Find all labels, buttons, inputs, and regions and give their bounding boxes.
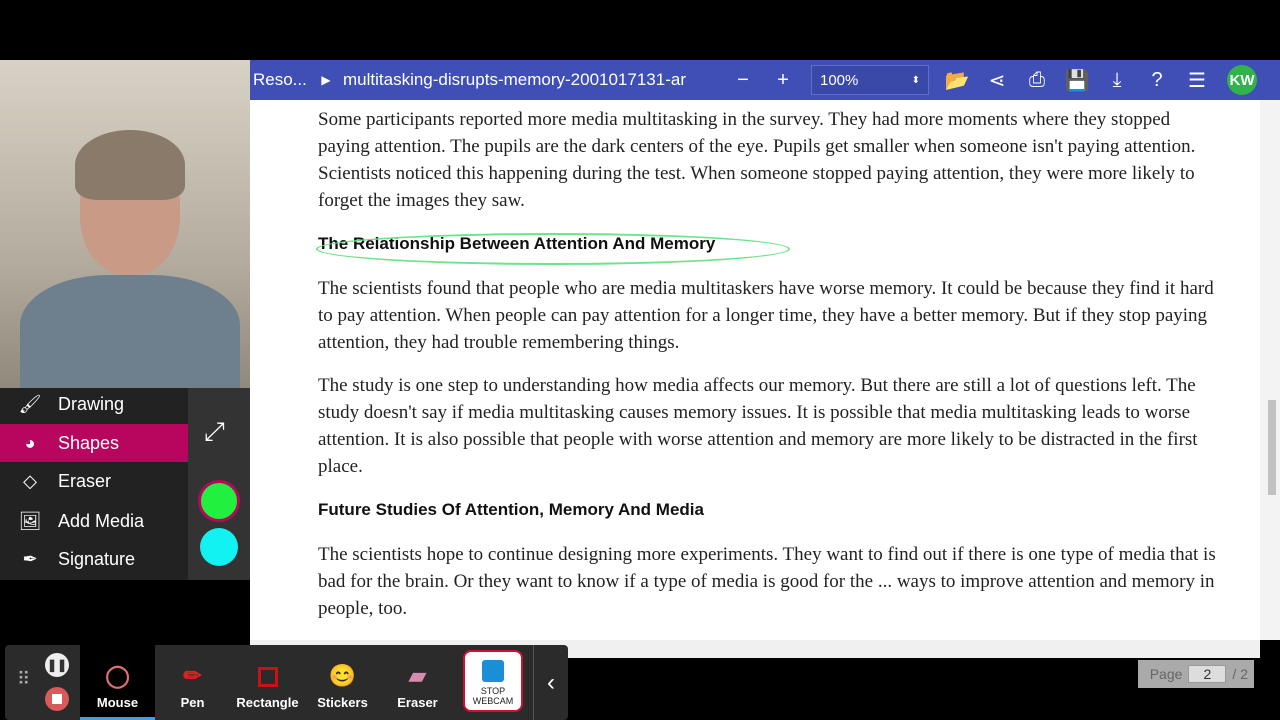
- label: STOP WEBCAM: [472, 686, 514, 706]
- save-icon[interactable]: 💾: [1064, 69, 1090, 92]
- zoom-value: 100%: [820, 71, 859, 89]
- eraser-icon: ◇: [23, 470, 37, 491]
- label: Eraser: [397, 695, 438, 710]
- paragraph: The scientists hope to continue designing more experiments. They want to find out if there is one type of media that is bad for the brain. Or they want to know if a type of media is good for the ... ways to improve attention and memory in people, too.: [318, 544, 1216, 619]
- brush-icon: 🖌: [18, 393, 42, 414]
- mouse-icon: ◯: [105, 663, 130, 688]
- paragraph: The study is one step to understanding how media affects our memory. But there are still a lot of questions left. The study doesn't say if media multitasking causes memory issues. It is possible that media multitasking leads to worse attention. It is also possible that people with worse attention and memory are more likely to be distracted in the first place.: [318, 375, 1198, 477]
- webcam-feed: [0, 60, 250, 400]
- zoom-in-button[interactable]: +: [777, 68, 789, 91]
- file-name: multitasking-disrupts-memory-2001017131-ar: [343, 70, 686, 89]
- label: Pen: [180, 695, 205, 710]
- label: Shapes: [58, 432, 120, 453]
- sidebar-item-shapes[interactable]: [0, 424, 188, 462]
- menu-icon[interactable]: ☰: [1188, 69, 1206, 92]
- shape-options: [188, 388, 250, 580]
- share-icon[interactable]: ⋖: [988, 69, 1006, 92]
- label: Rectangle: [236, 695, 299, 710]
- label: Drawing: [58, 393, 125, 414]
- page-total: / 2: [1232, 666, 1248, 682]
- sidebar-item-signature[interactable]: [0, 540, 188, 578]
- zoom-select[interactable]: 100% ⬍: [811, 65, 929, 95]
- pdf-toolbar: [250, 60, 1280, 100]
- screen-recorder-toolbar: [5, 645, 568, 720]
- mouse-tool[interactable]: [80, 645, 155, 720]
- webcam-icon: [482, 660, 504, 682]
- breadcrumb[interactable]: Reso...: [253, 70, 307, 89]
- help-icon[interactable]: ?: [1151, 68, 1163, 91]
- document-page: [250, 100, 1280, 640]
- paragraph: Some participants reported more media multitasking in the survey. They had more moments where they stopped paying attention. The pupils are the dark centers of the eye. Pupils get smaller when someone isn't paying attention. Scientists noticed this happening during the test. When someone stopped paying attention, they were more likely to forget the images they saw.: [318, 109, 1196, 211]
- rectangle-tool[interactable]: [230, 645, 305, 720]
- print-icon[interactable]: ⎙: [1029, 68, 1045, 91]
- sidebar-item-drawing[interactable]: [0, 385, 188, 423]
- collapse-chevron-icon[interactable]: ‹: [533, 645, 568, 720]
- breadcrumb-arrow-icon: ▶: [321, 73, 331, 87]
- heading: Future Studies Of Attention, Memory And Media: [318, 500, 704, 519]
- pen-lock-icon: ✒: [22, 548, 38, 569]
- eraser-tool[interactable]: [380, 645, 455, 720]
- eraser-icon: ▰: [409, 663, 426, 688]
- page-input[interactable]: 2: [1188, 665, 1226, 683]
- label: Signature: [58, 548, 136, 569]
- label: Add Media: [58, 510, 145, 531]
- paragraph: The scientists found that people who are media multitaskers have worse memory. It could be because they find it hard to pay attention. When people can pay attention for a longer time, they have a better memory. But if they stop paying attention, they had trouble remembering things.: [318, 278, 1214, 353]
- label: Eraser: [58, 470, 112, 491]
- vertical-scrollbar[interactable]: [1260, 100, 1280, 640]
- open-folder-icon[interactable]: 📂: [944, 69, 970, 92]
- smiley-icon: 😊: [328, 663, 357, 688]
- stop-button[interactable]: [45, 687, 69, 711]
- sidebar-item-eraser[interactable]: [0, 462, 188, 500]
- color-cyan[interactable]: [200, 528, 238, 566]
- page-label: Page: [1149, 666, 1183, 682]
- ellipse-annotation[interactable]: [316, 233, 790, 265]
- shapes-icon: ◕: [24, 432, 36, 453]
- label: Stickers: [317, 695, 368, 710]
- sidebar-item-add-media[interactable]: [0, 502, 188, 540]
- stickers-tool[interactable]: [305, 645, 380, 720]
- media-lock-icon: 🖼: [18, 510, 42, 531]
- pen-tool[interactable]: [155, 645, 230, 720]
- page-indicator: [1138, 660, 1254, 688]
- heading: The Relationship Between Attention And Memory: [318, 234, 716, 253]
- rectangle-icon: [230, 645, 305, 689]
- zoom-out-button[interactable]: −: [737, 68, 749, 91]
- download-icon[interactable]: ⤓: [1112, 68, 1122, 91]
- pen-icon: ✏: [183, 663, 202, 688]
- drag-handle-icon[interactable]: ⠿: [17, 669, 29, 689]
- color-green[interactable]: [198, 480, 240, 522]
- label: Mouse: [96, 695, 139, 710]
- pause-button[interactable]: ❚❚: [45, 653, 69, 677]
- stop-webcam-button[interactable]: [463, 650, 523, 712]
- avatar[interactable]: KW: [1227, 65, 1257, 95]
- line-tool-icon[interactable]: ⤢: [204, 416, 225, 446]
